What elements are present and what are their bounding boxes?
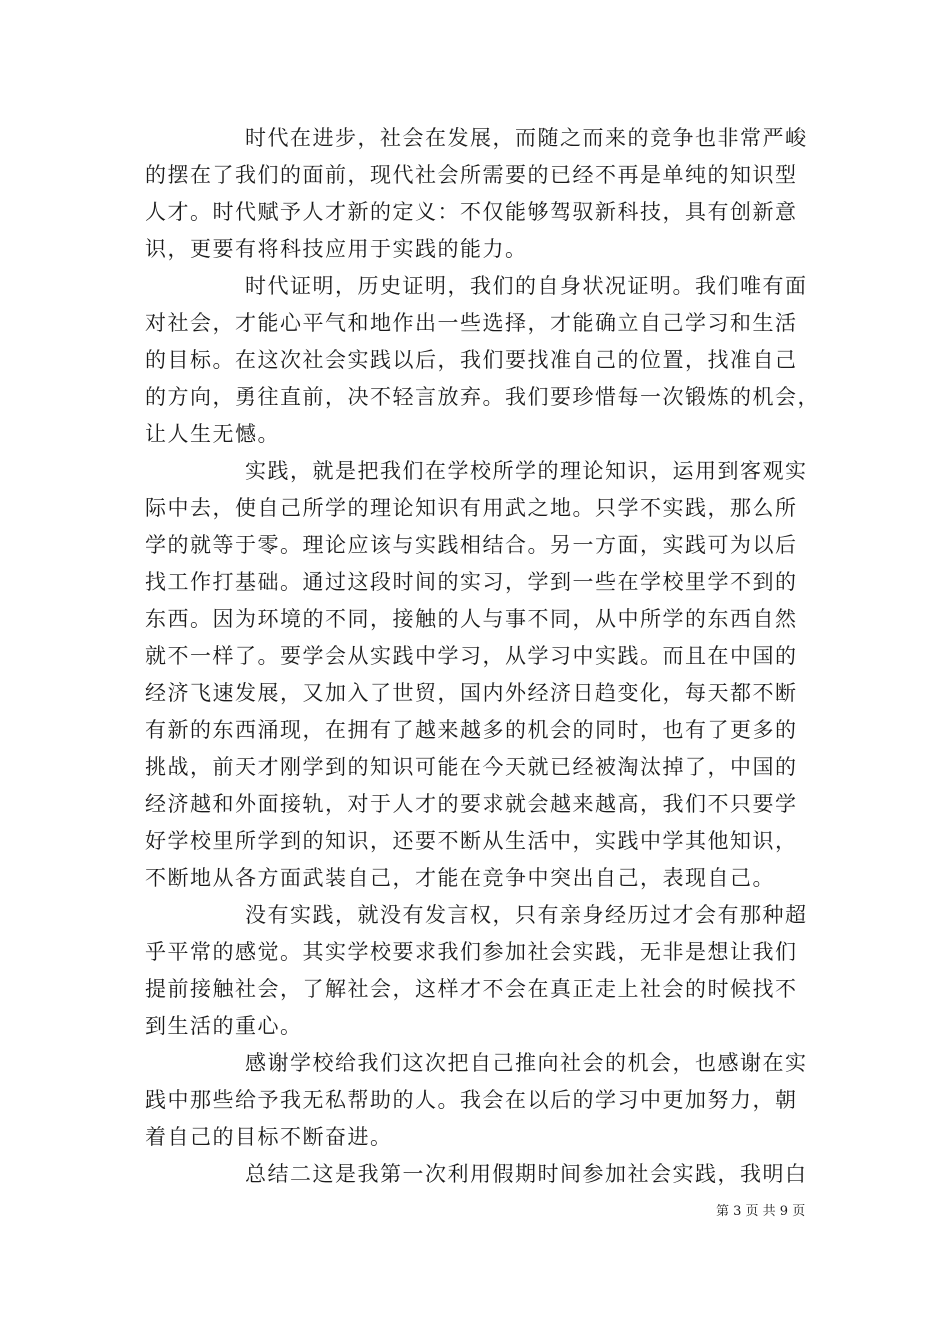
paragraph-line: 就不一样了。要学会从实践中学习，从学习中实践。而且在中国的 — [145, 644, 798, 668]
paragraph-line: 人才。时代赋予人才新的定义：不仅能够驾驭新科技，具有创新意 — [145, 200, 798, 224]
paragraph-line: 时代证明，历史证明，我们的自身状况证明。我们唯有面 — [245, 274, 808, 298]
paragraph-line: 学的就等于零。理论应该与实践相结合。另一方面，实践可为以后 — [145, 533, 798, 557]
paragraph-line: 感谢学校给我们这次把自己推向社会的机会，也感谢在实 — [245, 1051, 808, 1075]
paragraph-line: 东西。因为环境的不同，接触的人与事不同，从中所学的东西自然 — [145, 607, 798, 631]
paragraph-line: 好学校里所学到的知识，还要不断从生活中，实践中学其他知识， — [145, 829, 798, 853]
paragraph-line: 的摆在了我们的面前，现代社会所需要的已经不再是单纯的知识型 — [145, 163, 798, 187]
paragraph-line: 践中那些给予我无私帮助的人。我会在以后的学习中更加努力，朝 — [145, 1088, 798, 1112]
paragraph-line: 识，更要有将科技应用于实践的能力。 — [145, 237, 528, 261]
paragraph-line: 有新的东西涌现，在拥有了越来越多的机会的同时，也有了更多的 — [145, 718, 798, 742]
paragraph-line: 提前接触社会，了解社会，这样才不会在真正走上社会的时候找不 — [145, 977, 798, 1001]
paragraph-line: 让人生无憾。 — [145, 422, 280, 446]
paragraph-line: 挑战，前天才刚学到的知识可能在今天就已经被淘汰掉了，中国的 — [145, 755, 798, 779]
paragraph-line: 着自己的目标不断奋进。 — [145, 1125, 393, 1149]
paragraph-line: 对社会，才能心平气和地作出一些选择，才能确立自己学习和生活 — [145, 311, 798, 335]
paragraph-line: 不断地从各方面武装自己，才能在竞争中突出自己，表现自己。 — [145, 866, 775, 890]
paragraph-line: 总结二这是我第一次利用假期时间参加社会实践，我明白 — [245, 1162, 808, 1186]
page-number-footer: 第 3 页 共 9 页 — [716, 1204, 806, 1219]
paragraph-line: 经济越和外面接轨，对于人才的要求就会越来越高，我们不只要学 — [145, 792, 798, 816]
paragraph-line: 乎平常的感觉。其实学校要求我们参加社会实践，无非是想让我们 — [145, 940, 798, 964]
paragraph-line: 时代在进步，社会在发展，而随之而来的竞争也非常严峻 — [245, 126, 808, 150]
paragraph-line: 的目标。在这次社会实践以后，我们要找准自己的位置，找准自己 — [145, 348, 798, 372]
paragraph-line: 没有实践，就没有发言权，只有亲身经历过才会有那种超 — [245, 903, 808, 927]
paragraph-line: 到生活的重心。 — [145, 1014, 303, 1038]
paragraph-line: 际中去，使自己所学的理论知识有用武之地。只学不实践，那么所 — [145, 496, 798, 520]
paragraph-line: 经济飞速发展，又加入了世贸，国内外经济日趋变化，每天都不断 — [145, 681, 798, 705]
paragraph-line: 的方向，勇往直前，决不轻言放弃。我们要珍惜每一次锻炼的机会， — [145, 385, 820, 409]
paragraph-line: 实践，就是把我们在学校所学的理论知识，运用到客观实 — [245, 459, 808, 483]
paragraph-line: 找工作打基础。通过这段时间的实习，学到一些在学校里学不到的 — [145, 570, 798, 594]
